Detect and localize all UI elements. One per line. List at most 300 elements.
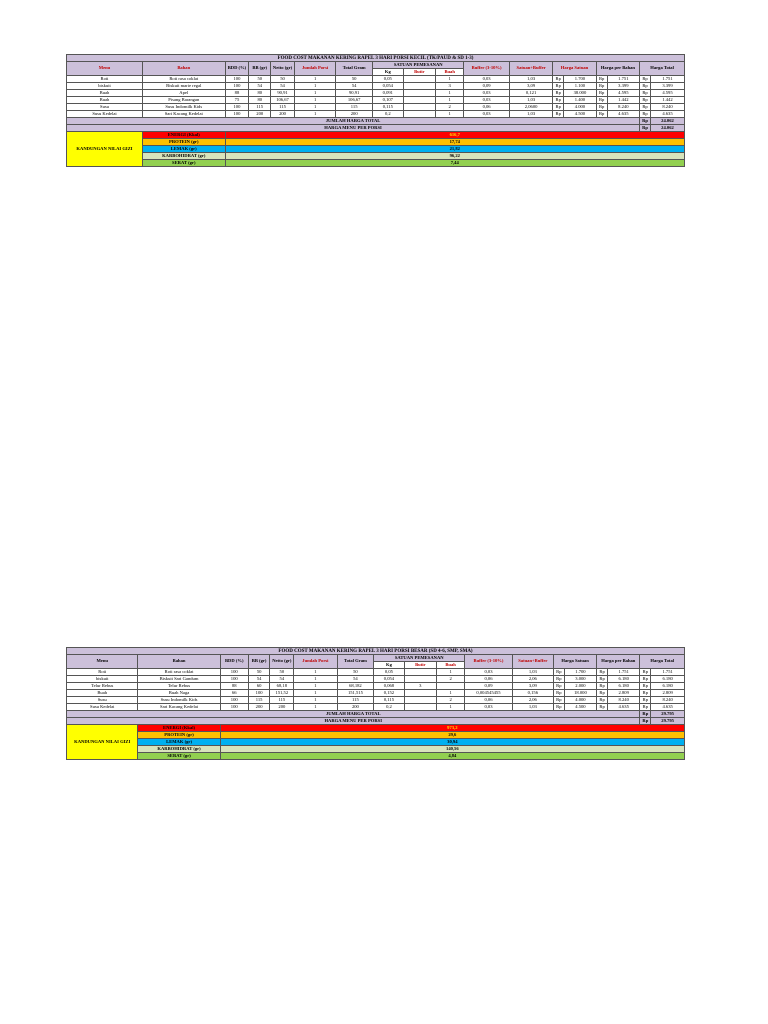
cell-butir	[403, 76, 436, 83]
cell-netto: 200	[271, 111, 295, 118]
cell-total-gram: 200	[337, 704, 374, 711]
cell-bb: 115	[249, 104, 271, 111]
col-header-harga-total: Harga Total	[640, 655, 685, 669]
cell-bb: 60	[248, 683, 270, 690]
cell-buah: 1	[437, 669, 465, 676]
cell-jumlah-porsi: 1	[294, 90, 335, 97]
cell-satuan-buffer: 3,09	[512, 683, 553, 690]
cell-harga-satuan: 4.000	[564, 104, 597, 111]
nutrition-protein-label: PROTEIN (gr)	[143, 139, 226, 146]
cell-netto: 106,67	[271, 97, 295, 104]
cell-total-gram: 200	[336, 111, 373, 118]
cell-harga-satuan: 1.400	[564, 97, 597, 104]
cell-total-gram: 151,515	[337, 690, 374, 697]
cell-total-gram: 54	[336, 83, 373, 90]
cell-harga-satuan-rp: Rp	[553, 76, 564, 83]
cell-menu: Susu	[67, 697, 138, 704]
cell-jumlah-porsi: 1	[294, 104, 335, 111]
col-header-total-gram: Total Gram	[336, 62, 373, 76]
cell-bahan: Sari Kacang Kedelai	[143, 111, 226, 118]
nutrition-serat-value: 4,84	[220, 753, 684, 760]
col-header-harga-per-bahan: Harga per Bahan	[596, 62, 639, 76]
cell-bahan: Biskuit Sari Gandum	[138, 676, 220, 683]
cell-bdd: 100	[220, 704, 248, 711]
nutrition-serat-label: SERAT (gr)	[143, 160, 226, 167]
food-cost-table-small-portion	[66, 54, 685, 167]
cell-harga-satuan-rp: Rp	[553, 90, 564, 97]
cell-harga-total-rp: Rp	[640, 704, 651, 711]
table-title: FOOD COST MAKANAN KERING RAPEL 3 HARI PORSI BESAR (SD 4-6, SMP, SMA)	[67, 648, 685, 655]
cell-harga-satuan: 18.000	[564, 690, 596, 697]
cell-butir	[404, 697, 436, 704]
cell-harga-per-bahan: 1.751	[607, 669, 639, 676]
cell-harga-total-rp: Rp	[640, 690, 651, 697]
cell-satuan-buffer: 1,03	[509, 76, 552, 83]
cell-netto: 115	[271, 104, 295, 111]
cell-menu: Roti	[67, 76, 143, 83]
cell-harga-bahan-rp: Rp	[597, 683, 608, 690]
cell-menu: Susu Kedelai	[67, 704, 138, 711]
cell-jumlah-porsi: 1	[294, 76, 335, 83]
cell-buffer: 0,03	[464, 76, 510, 83]
cell-total-gram: 106,67	[336, 97, 373, 104]
col-header-menu: Menu	[67, 655, 138, 669]
cell-harga-total-rp: Rp	[640, 76, 651, 83]
cell-harga-total: 6.180	[651, 683, 685, 690]
cell-netto: 68,18	[270, 683, 294, 690]
col-header-total-gram: Total Gram	[337, 655, 374, 669]
cell-menu: biskuit	[67, 83, 143, 90]
cell-jumlah-porsi: 1	[294, 697, 337, 704]
cell-harga-total: 1.751	[651, 669, 685, 676]
cell-butir	[403, 83, 436, 90]
cell-bb: 50	[249, 76, 271, 83]
cell-netto: 90,91	[271, 90, 295, 97]
table-body	[67, 76, 685, 118]
cell-harga-satuan: 1.700	[564, 76, 597, 83]
cell-buah: 2	[436, 104, 464, 111]
cell-harga-satuan: 38.000	[564, 90, 597, 97]
cell-harga-bahan-rp: Rp	[596, 76, 607, 83]
cell-bb: 50	[248, 669, 270, 676]
cell-harga-total-rp: Rp	[640, 111, 651, 118]
cell-bahan: Telur Rebus	[138, 683, 220, 690]
cell-harga-per-bahan: 1.442	[607, 97, 640, 104]
cell-harga-per-bahan: 8.240	[607, 697, 639, 704]
cell-bahan: Susu Indomilk Kids	[138, 697, 220, 704]
cell-netto: 200	[270, 704, 294, 711]
table-row	[67, 683, 685, 690]
col-header-bb: BB (gr)	[248, 655, 270, 669]
cell-jumlah-porsi: 1	[294, 97, 335, 104]
kandungan-nilai-gizi-label: KANDUNGAN NILAI GIZI	[67, 132, 143, 167]
cell-harga-bahan-rp: Rp	[596, 111, 607, 118]
nutrition-karbohidrat-label: KARBOHIDRAT (gr)	[143, 153, 226, 160]
col-header-satuan-buffer: Satuan+Buffer	[512, 655, 553, 669]
cell-harga-total-rp: Rp	[640, 683, 651, 690]
cell-menu: Susu	[67, 104, 143, 111]
nutrition-karbohidrat-label: KARBOHIDRAT (gr)	[138, 746, 220, 753]
col-header-harga-per-bahan: Harga per Bahan	[597, 655, 640, 669]
table-row	[67, 690, 685, 697]
cell-bdd: 88	[220, 683, 248, 690]
cell-bb: 54	[248, 676, 270, 683]
cell-bahan: Apel	[143, 90, 226, 97]
col-header-bahan: Bahan	[138, 655, 220, 669]
cell-bb: 200	[248, 704, 270, 711]
cell-butir: 3	[404, 683, 436, 690]
cell-buah: 1	[436, 76, 464, 83]
table-title: FOOD COST MAKANAN KERING RAPEL 3 HARI PORSI KECIL (TK/PAUD & SD 1-3)	[67, 55, 685, 62]
cell-harga-total-rp: Rp	[640, 676, 651, 683]
cell-total-gram: 50	[337, 669, 374, 676]
cell-harga-bahan-rp: Rp	[597, 690, 608, 697]
nutrition-energi-label: ENERGI (Kkal)	[143, 132, 226, 139]
nutrition-serat-label: SERAT (gr)	[138, 753, 220, 760]
cell-menu: Roti	[67, 669, 138, 676]
col-header-harga-satuan: Harga Satuan	[553, 62, 596, 76]
cell-total-gram: 68,182	[337, 683, 374, 690]
harga-menu-per-porsi-label: HARGA MENU PER PORSI	[67, 718, 640, 725]
cell-harga-per-bahan: 1.751	[607, 76, 640, 83]
cell-buffer: 0,06	[464, 104, 510, 111]
cell-netto: 54	[271, 83, 295, 90]
cell-kg: 0,107	[373, 97, 403, 104]
jumlah-harga-total-label: JUMLAH HARGA TOTAL	[67, 711, 640, 718]
cell-harga-per-bahan: 6.180	[607, 683, 639, 690]
cell-harga-total: 2.809	[651, 690, 685, 697]
cell-harga-satuan: 2.000	[564, 683, 596, 690]
cell-harga-satuan: 1.100	[564, 83, 597, 90]
cell-butir	[404, 669, 436, 676]
nutrition-lemak-label: LEMAK (gr)	[143, 146, 226, 153]
cell-butir	[404, 704, 436, 711]
cell-kg: 0,068	[374, 683, 404, 690]
cell-harga-per-bahan: 8.240	[607, 104, 640, 111]
cell-bb: 80	[249, 97, 271, 104]
col-header-kg: Kg	[374, 662, 404, 669]
cell-bdd: 100	[225, 76, 249, 83]
cell-bdd: 88	[225, 90, 249, 97]
cell-bdd: 100	[220, 697, 248, 704]
cell-bahan: Roti rasa coklat	[143, 76, 226, 83]
nutrition-serat-value: 7,44	[225, 160, 684, 167]
cell-harga-total-rp: Rp	[640, 697, 651, 704]
cell-buffer: 0,004545455	[465, 690, 513, 697]
cell-harga-per-bahan: 6.180	[607, 676, 639, 683]
col-header-satuan-buffer: Satuan+Buffer	[509, 62, 552, 76]
cell-bahan: Susu Indomilk Kids	[143, 104, 226, 111]
nutrition-lemak-label: LEMAK (gr)	[138, 739, 220, 746]
cell-harga-satuan-rp: Rp	[553, 669, 564, 676]
cell-butir	[404, 676, 436, 683]
col-header-butir: Butir	[404, 662, 436, 669]
cell-harga-total-rp: Rp	[640, 97, 651, 104]
cell-harga-satuan: 4.000	[564, 697, 596, 704]
cell-harga-satuan-rp: Rp	[553, 111, 564, 118]
col-header-harga-total: Harga Total	[640, 62, 685, 76]
cell-satuan-buffer: 1,03	[512, 669, 553, 676]
cell-harga-per-bahan: 4.635	[607, 111, 640, 118]
cell-kg: 0,115	[374, 697, 404, 704]
cell-harga-satuan: 1.700	[564, 669, 596, 676]
cell-bdd: 100	[225, 111, 249, 118]
jumlah-harga-total-label: JUMLAH HARGA TOTAL	[67, 118, 640, 125]
cell-kg: 0,05	[374, 669, 404, 676]
cell-satuan-buffer: 3,09	[509, 83, 552, 90]
cell-harga-total: 1.442	[650, 97, 684, 104]
cell-harga-total: 3.399	[650, 83, 684, 90]
cell-harga-total-rp: Rp	[640, 90, 651, 97]
cell-harga-bahan-rp: Rp	[597, 676, 608, 683]
table-row	[67, 697, 685, 704]
nutrition-protein-value: 29,6	[220, 732, 684, 739]
cell-harga-bahan-rp: Rp	[596, 97, 607, 104]
cell-harga-total: 4.635	[650, 111, 684, 118]
cell-kg: 0,115	[373, 104, 403, 111]
cell-netto: 151,52	[270, 690, 294, 697]
cell-buffer: 0,03	[464, 97, 510, 104]
nutrition-lemak-value: 21,82	[225, 146, 684, 153]
cell-harga-bahan-rp: Rp	[597, 704, 608, 711]
jumlah-harga-total-value: 24.062	[650, 118, 684, 125]
nutrition-protein-label: PROTEIN (gr)	[138, 732, 220, 739]
nutrition-karbohidrat-value: 96,22	[225, 153, 684, 160]
cell-harga-satuan-rp: Rp	[553, 697, 564, 704]
col-header-bdd: BDD (%)	[220, 655, 248, 669]
cell-harga-satuan-rp: Rp	[553, 676, 564, 683]
cell-netto: 50	[271, 76, 295, 83]
cell-netto: 115	[270, 697, 294, 704]
cell-buffer: 0,03	[465, 704, 513, 711]
cell-harga-bahan-rp: Rp	[597, 669, 608, 676]
cell-buffer: 0,03	[464, 111, 510, 118]
cell-harga-total: 4.595	[650, 90, 684, 97]
cell-harga-per-bahan: 4.635	[607, 704, 639, 711]
cell-buah: 1	[436, 111, 464, 118]
cell-butir	[404, 690, 436, 697]
cell-bahan: Buah Naga	[138, 690, 220, 697]
cell-menu: Buah	[67, 690, 138, 697]
cell-bdd: 75	[225, 97, 249, 104]
cell-buah: 2	[437, 697, 465, 704]
food-cost-table-large-portion	[66, 647, 685, 760]
cell-harga-per-bahan: 3.399	[607, 83, 640, 90]
cell-butir	[403, 90, 436, 97]
cell-bb: 100	[248, 690, 270, 697]
col-header-buah: Buah	[436, 69, 464, 76]
cell-jumlah-porsi: 1	[294, 704, 337, 711]
cell-bahan: Biskuit marie regal	[143, 83, 226, 90]
harga-menu-rp: Rp	[640, 718, 651, 725]
col-header-netto: Netto (gr)	[270, 655, 294, 669]
cell-harga-total-rp: Rp	[640, 104, 651, 111]
cell-buah: 1	[437, 704, 465, 711]
cell-butir	[403, 104, 436, 111]
cell-harga-per-bahan: 2.809	[607, 690, 639, 697]
col-header-buffer: Buffer (3-10%)	[465, 655, 513, 669]
cell-harga-bahan-rp: Rp	[596, 90, 607, 97]
cell-buffer: 0,06	[465, 676, 513, 683]
harga-menu-per-porsi-value: 24.062	[650, 125, 684, 132]
cell-harga-satuan-rp: Rp	[553, 683, 564, 690]
harga-menu-per-porsi-value: 29.795	[651, 718, 685, 725]
cell-netto: 54	[270, 676, 294, 683]
cell-kg: 0,054	[374, 676, 404, 683]
cell-jumlah-porsi: 1	[294, 111, 335, 118]
cell-harga-satuan: 4.500	[564, 704, 596, 711]
cell-harga-satuan: 4.500	[564, 111, 597, 118]
col-header-butir: Butir	[403, 69, 436, 76]
nutrition-karbohidrat-value: 140,56	[220, 746, 684, 753]
col-header-harga-satuan: Harga Satuan	[553, 655, 596, 669]
cell-menu: Telur Rebus	[67, 683, 138, 690]
cell-harga-total-rp: Rp	[640, 669, 651, 676]
cell-harga-total: 6.180	[651, 676, 685, 683]
col-header-jumlah-porsi: Jumlah Porsi	[294, 62, 335, 76]
col-header-bahan: Bahan	[143, 62, 226, 76]
cell-satuan-buffer: 2,0600	[509, 104, 552, 111]
cell-bahan: Sari Kacang Kedelai	[138, 704, 220, 711]
cell-jumlah-porsi: 1	[294, 669, 337, 676]
cell-netto: 50	[270, 669, 294, 676]
cell-bdd: 100	[220, 676, 248, 683]
nutrition-lemak-value: 30,94	[220, 739, 684, 746]
cell-satuan-buffer: 2,06	[512, 697, 553, 704]
cell-bahan: Roti rasa coklat	[138, 669, 220, 676]
cell-buah: 1	[436, 90, 464, 97]
cell-harga-total: 8.240	[650, 104, 684, 111]
table-row	[67, 90, 685, 97]
cell-bdd: 100	[220, 669, 248, 676]
cell-harga-per-bahan: 4.595	[607, 90, 640, 97]
cell-bb: 200	[249, 111, 271, 118]
cell-buffer: 0,09	[464, 83, 510, 90]
col-header-menu: Menu	[67, 62, 143, 76]
cell-kg: 0,054	[373, 83, 403, 90]
cell-total-gram: 50	[336, 76, 373, 83]
nutrition-energi-value: 973,2	[220, 725, 684, 732]
cell-buah: 1	[436, 97, 464, 104]
cell-harga-total: 1.751	[650, 76, 684, 83]
col-header-kg: Kg	[373, 69, 403, 76]
cell-harga-satuan: 3.000	[564, 676, 596, 683]
table-row	[67, 704, 685, 711]
col-header-satuan-pemesanan: SATUAN PEMESANAN	[374, 655, 465, 662]
cell-bb: 80	[249, 90, 271, 97]
cell-harga-satuan-rp: Rp	[553, 690, 564, 697]
table-body	[67, 669, 685, 711]
cell-satuan-buffer: 1,03	[509, 97, 552, 104]
cell-menu: biskuit	[67, 676, 138, 683]
cell-buffer: 0,09	[465, 683, 513, 690]
cell-buffer: 0,03	[464, 90, 510, 97]
cell-kg: 0,2	[374, 704, 404, 711]
cell-harga-total: 4.635	[651, 704, 685, 711]
cell-harga-satuan-rp: Rp	[553, 704, 564, 711]
nutrition-protein-value: 17,74	[225, 139, 684, 146]
cell-jumlah-porsi: 1	[294, 683, 337, 690]
cell-satuan-buffer: 0,121	[509, 90, 552, 97]
table-row	[67, 83, 685, 90]
cell-kg: 0,091	[373, 90, 403, 97]
cell-total-gram: 54	[337, 676, 374, 683]
cell-harga-satuan-rp: Rp	[553, 104, 564, 111]
cell-bdd: 100	[225, 104, 249, 111]
cell-buffer: 0,06	[465, 697, 513, 704]
cell-bb: 115	[248, 697, 270, 704]
cell-total-gram: 115	[336, 104, 373, 111]
cell-menu: Buah	[67, 97, 143, 104]
harga-menu-per-porsi-label: HARGA MENU PER PORSI	[67, 125, 640, 132]
cell-kg: 0,05	[373, 76, 403, 83]
cell-harga-satuan-rp: Rp	[553, 97, 564, 104]
cell-satuan-buffer: 2,06	[512, 676, 553, 683]
col-header-satuan-pemesanan: SATUAN PEMESANAN	[373, 62, 464, 69]
cell-kg: 0,152	[374, 690, 404, 697]
nutrition-energi-value: 616,7	[225, 132, 684, 139]
col-header-buah: Buah	[437, 662, 465, 669]
nutrition-energi-label: ENERGI (Kkal)	[138, 725, 220, 732]
cell-buah: 1	[437, 690, 465, 697]
cell-buffer: 0,03	[465, 669, 513, 676]
table-row	[67, 669, 685, 676]
col-header-bb: BB (gr)	[249, 62, 271, 76]
cell-jumlah-porsi: 1	[294, 83, 335, 90]
jumlah-harga-total-value: 29.795	[651, 711, 685, 718]
cell-harga-total: 8.240	[651, 697, 685, 704]
cell-harga-satuan-rp: Rp	[553, 83, 564, 90]
cell-kg: 0,2	[373, 111, 403, 118]
cell-total-gram: 90,91	[336, 90, 373, 97]
cell-jumlah-porsi: 1	[294, 690, 337, 697]
col-header-netto: Netto (gr)	[271, 62, 295, 76]
table-row	[67, 76, 685, 83]
kandungan-nilai-gizi-label: KANDUNGAN NILAI GIZI	[67, 725, 138, 760]
cell-butir	[403, 97, 436, 104]
cell-harga-total-rp: Rp	[640, 83, 651, 90]
col-header-buffer: Buffer (3-10%)	[464, 62, 510, 76]
cell-buah: 2	[437, 676, 465, 683]
cell-bahan: Pisang Barangan	[143, 97, 226, 104]
cell-total-gram: 115	[337, 697, 374, 704]
cell-satuan-buffer: 1,03	[509, 111, 552, 118]
table-row	[67, 104, 685, 111]
jumlah-rp: Rp	[640, 711, 651, 718]
cell-harga-bahan-rp: Rp	[596, 83, 607, 90]
cell-harga-bahan-rp: Rp	[596, 104, 607, 111]
cell-buah	[437, 683, 465, 690]
cell-bdd: 100	[225, 83, 249, 90]
cell-satuan-buffer: 1,03	[512, 704, 553, 711]
cell-bb: 54	[249, 83, 271, 90]
col-header-jumlah-porsi: Jumlah Porsi	[294, 655, 337, 669]
cell-satuan-buffer: 0,156	[512, 690, 553, 697]
cell-buah: 3	[436, 83, 464, 90]
cell-butir	[403, 111, 436, 118]
col-header-bdd: BDD (%)	[225, 62, 249, 76]
table-row	[67, 676, 685, 683]
table-row	[67, 97, 685, 104]
cell-bdd: 66	[220, 690, 248, 697]
jumlah-rp: Rp	[640, 118, 651, 125]
table-row	[67, 111, 685, 118]
cell-jumlah-porsi: 1	[294, 676, 337, 683]
cell-menu: Susu Kedelai	[67, 111, 143, 118]
cell-harga-bahan-rp: Rp	[597, 697, 608, 704]
harga-menu-rp: Rp	[640, 125, 651, 132]
cell-menu: Buah	[67, 90, 143, 97]
